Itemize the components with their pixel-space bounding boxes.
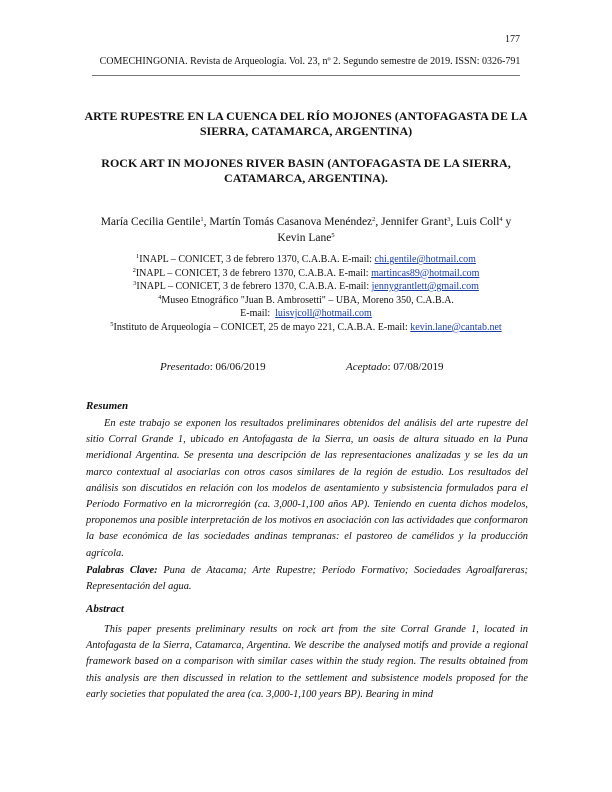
presented-date xyxy=(160,361,266,373)
presented-label: Presentado xyxy=(160,361,210,373)
affiliation-sup: 3 xyxy=(133,280,137,287)
affiliation-sup: 2 xyxy=(132,266,136,274)
author-name: Luis Coll xyxy=(456,216,500,228)
affiliation-5 xyxy=(80,321,532,335)
author-separator: y xyxy=(502,216,512,228)
affiliation-text: INAPL – CONICET, 3 de febrero 1370, C.A.B.A. E-mail: xyxy=(136,281,372,292)
author-sup: 3 xyxy=(447,216,451,223)
email-link[interactable]: luisvjcoll@hotmail.com xyxy=(275,308,372,319)
presented-value: : 06/06/2019 xyxy=(209,361,266,373)
affiliations xyxy=(80,253,532,334)
abstract-heading: Abstract xyxy=(86,603,124,615)
affiliation-4 xyxy=(80,294,532,308)
author-name: Kevin Lane xyxy=(277,232,332,244)
title-spanish: ARTE RUPESTRE EN LA CUENCA DEL RÍO MOJONES (ANTOFAGASTA DE LA SIERRA, CATAMARCA, ARGENTINA) xyxy=(84,109,528,138)
author-separator: , xyxy=(203,216,210,228)
author-sup: 1 xyxy=(200,216,204,223)
accepted-label: Aceptado xyxy=(346,361,388,373)
affiliation-text: INAPL – CONICET, 3 de febrero 1370, C.A.B.A. E-mail: xyxy=(139,254,375,265)
resumen-heading: Resumen xyxy=(86,400,129,412)
affiliation-text: INAPL – CONICET, 3 de febrero 1370, C.A.B.A. E-mail: xyxy=(135,267,372,279)
keywords-label: Palabras Clave: xyxy=(86,565,158,576)
email-link[interactable]: jennygrantlett@gmail.com xyxy=(371,281,479,292)
title-english: ROCK ART IN MOJONES RIVER BASIN (ANTOFAGASTA DE LA SIERRA, CATAMARCA, ARGENTINA). xyxy=(101,156,511,185)
keywords xyxy=(86,563,528,595)
keywords-text: Puna de Atacama; Arte Rupestre; Período Formativo; Sociedades Agroalfareras; Representación del agua. xyxy=(86,565,528,592)
email-link[interactable]: chi.gentile@hotmail.com xyxy=(374,254,476,265)
affiliation-2 xyxy=(80,267,532,281)
journal-header: COMECHINGONIA. Revista de Arqueología. Vol. 23, nº 2. Segundo semestre de 2019. ISSN: 0326-791 xyxy=(99,56,521,67)
header-divider xyxy=(92,75,520,76)
author-name: María Cecilia Gentile xyxy=(100,216,201,228)
author-separator: , xyxy=(375,216,382,228)
author-sup: 2 xyxy=(372,216,376,223)
author-separator: , xyxy=(450,216,457,228)
abstract-paragraph: This paper presents preliminary results on rock art from the site Corral Grande 1, located in Antofagasta de la Sierra, Catamarca, Argentina. We describe the analysed motifs and provide a regional framework based on a comparison with similar cases within the study region. The results obtained from this analysis are then discussed in relation to the settlement and subsistence models proposed for the early societies that populated the area (ca. 3,000-1,100 years BP). Bearing in mind xyxy=(86,624,528,700)
author-sup: 5 xyxy=(331,232,335,239)
page-number: 177 xyxy=(505,34,520,45)
affiliation-text: Instituto de Arqueología – CONICET, 25 de mayo 221, C.A.B.A. E-mail: xyxy=(113,321,411,333)
email-link[interactable]: kevin.lane@cantab.net xyxy=(410,321,502,333)
affiliation-1 xyxy=(80,253,532,267)
author-name: Jennifer Grant xyxy=(381,216,448,228)
affiliation-sup: 5 xyxy=(110,320,114,328)
affiliation-4-email xyxy=(80,307,532,321)
affiliation-sup: 4 xyxy=(158,293,162,301)
accepted-value: : 07/08/2019 xyxy=(387,361,444,373)
resumen-paragraph: En este trabajo se exponen los resultados preliminares obtenidos del análisis del arte rupestre del sitio Corral Grande 1, ubicado en Antofagasta de la Sierra, un oasis de altura situado en la Puna meridional Argentina. Se presenta una descripción de las representaciones analizadas y se les da un marco contextual al asociarlas con otros casos similares de la región de estudio. Los resultados del análisis son discutidos en relación con los modelos de asentamiento y subsistencia formulados para el Período Formativo en la microrregión (ca. 3,000-1,100 años AP). Teniendo en cuenta dichos modelos, proponemos una posible interpretación de los motivos en asociación con las actividades que conformaron la base económica de las sociedades andinas tempranas: el pastoreo de camélidos y la producción agrícola. xyxy=(86,418,528,559)
author-list xyxy=(80,214,532,246)
email-link[interactable]: martincas89@hotmail.com xyxy=(371,267,480,279)
affiliation-text: Museo Etnográfico "Juan B. Ambrosetti" – UBA, Moreno 350, C.A.B.A. xyxy=(161,294,454,306)
author-sup: 4 xyxy=(499,216,503,223)
email-label: E-mail: xyxy=(240,308,271,319)
affiliation-3 xyxy=(80,280,532,294)
author-name: Martín Tomás Casanova Menéndez xyxy=(209,216,373,228)
affiliation-sup: 1 xyxy=(136,253,140,260)
accepted-date xyxy=(346,361,443,373)
